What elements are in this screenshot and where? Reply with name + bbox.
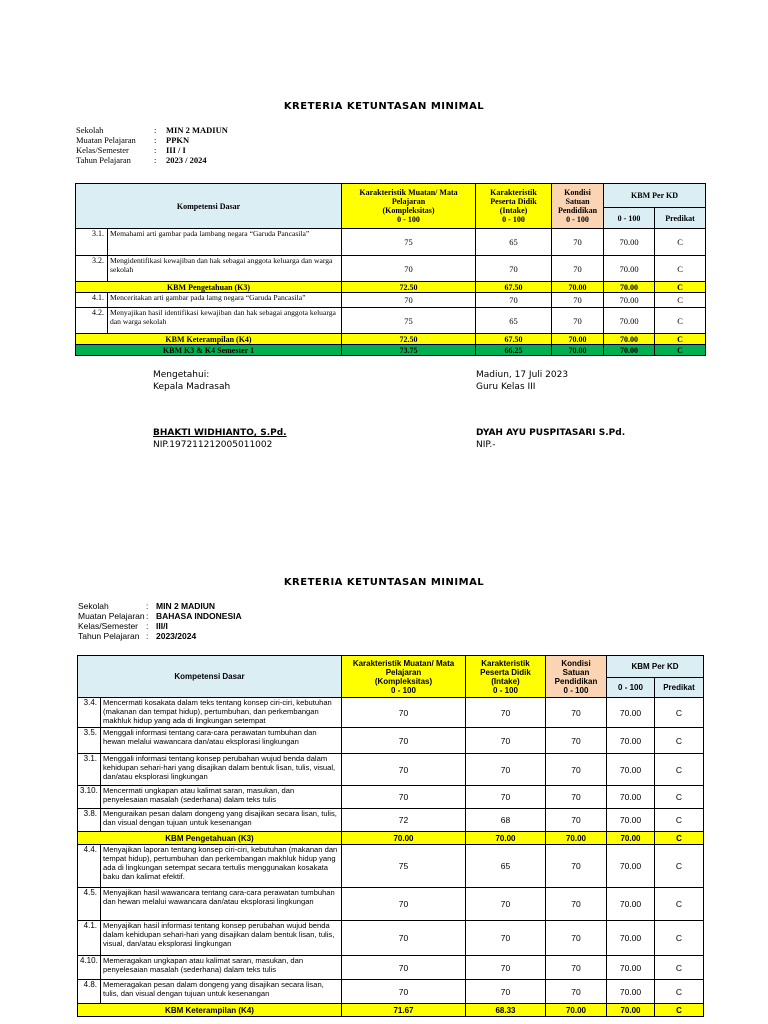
- value-kompleksitas: 75: [342, 308, 476, 334]
- summary-kbm: 70.00: [607, 1004, 655, 1017]
- header-kbm-per-kd: KBM Per KD: [604, 184, 706, 208]
- header-text: 0 - 100: [502, 215, 525, 224]
- value-kompleksitas: 75: [342, 845, 466, 888]
- value-kompleksitas: 70: [342, 698, 466, 728]
- doc2-info-block: [78, 601, 242, 641]
- value-kbm: 70.00: [607, 921, 655, 956]
- value-kondisi: 70: [546, 786, 607, 809]
- info-sep: :: [154, 135, 157, 145]
- header-text: Kondisi Satuan: [564, 188, 591, 206]
- value-predikat: C: [655, 754, 704, 786]
- value-kbm: 70.00: [604, 293, 655, 308]
- header-kondisi-satuan: [552, 184, 604, 229]
- value-kompleksitas: 70: [342, 921, 466, 956]
- sign-date: Madiun, 17 Juli 2023: [476, 370, 569, 380]
- value-kondisi: 70: [546, 728, 607, 754]
- value-kompleksitas: 70: [342, 956, 466, 980]
- kd-description: Memahami arti gambar pada lambang negara “Garuda Pancasila”: [108, 229, 342, 256]
- doc1-info-block: [76, 125, 228, 165]
- header-text: (Intake): [499, 206, 528, 215]
- info-sep: :: [146, 601, 149, 611]
- kd-number: 4.2.: [76, 308, 108, 334]
- summary-predikat: C: [655, 345, 706, 356]
- header-text: 0 - 100: [563, 685, 589, 695]
- sign-label: Mengetahui:: [153, 370, 210, 380]
- header-text: (Kompleksitas): [374, 676, 433, 686]
- info-value: 2023 / 2024: [166, 155, 207, 165]
- value-kondisi: 70: [552, 293, 604, 308]
- info-label: Muatan Pelajaran: [78, 611, 145, 621]
- value-kompleksitas: 70: [342, 980, 466, 1004]
- summary-label: KBM Pengetahuan (K3): [78, 832, 342, 845]
- summary-row-k4: [78, 1004, 704, 1017]
- summary-predikat: C: [655, 334, 706, 345]
- summary-kompleksitas: 70.00: [342, 832, 466, 845]
- summary-row-k4: [76, 334, 706, 345]
- header-kompetensi-dasar: Kompetensi Dasar: [78, 656, 342, 698]
- kd-description: Menggali informasi tentang konsep perubahan wujud benda dalam kehidupan sehari-hari yang disajikan dalam bentuk lisan, tulis, visual, dan/atau eksplorasi lingkungan: [101, 754, 342, 786]
- doc1-title: KRETERIA KETUNTASAN MINIMAL: [283, 101, 485, 112]
- value-kbm: 70.00: [607, 786, 655, 809]
- value-kondisi: 70: [546, 845, 607, 888]
- kd-number: 3.1.: [78, 754, 101, 786]
- table-row: [78, 980, 704, 1004]
- value-kbm: 70.00: [607, 754, 655, 786]
- kd-description: Menceritakan arti gambar pada lamg negara “Garuda Pancasila”: [108, 293, 342, 308]
- signature-left: [153, 369, 287, 451]
- kd-description: Memeragakan ungkapan atau kalimat saran, masukan, dan penyelesaian masalah (sederhana) dalam teks tulis: [101, 956, 342, 980]
- kd-number: 3.1.: [76, 229, 108, 256]
- signer-name: DYAH AYU PUSPITASARI S.Pd.: [476, 428, 626, 438]
- kd-number: 4.5.: [78, 888, 101, 921]
- value-intake: 65: [476, 229, 552, 256]
- header-text: Pendidikan: [554, 676, 598, 686]
- header-kbm-per-kd: KBM Per KD: [607, 656, 704, 678]
- header-range: 0 - 100: [607, 678, 655, 698]
- kd-number: 4.1.: [78, 921, 101, 956]
- value-kompleksitas: 70: [342, 786, 466, 809]
- info-label: Kelas/Semester: [78, 621, 138, 631]
- header-text: Karakteristik Peserta Didik: [490, 188, 537, 206]
- value-intake: 70: [466, 888, 546, 921]
- value-predikat: C: [655, 956, 704, 980]
- value-intake: 65: [476, 308, 552, 334]
- value-kompleksitas: 70: [342, 728, 466, 754]
- info-label: Sekolah: [78, 601, 109, 611]
- doc2-kkm-table: [77, 655, 704, 1017]
- value-predikat: C: [655, 921, 704, 956]
- value-intake: 70: [466, 921, 546, 956]
- kd-description: Mencermati kosakata dalam teks tentang konsep ciri-ciri, kebutuhan (makanan dan tempat hidup), pertumbuhan, dan perkembangan makhluk hidup yang ada di lingkungan setempat: [101, 698, 342, 728]
- table-row: [76, 256, 706, 282]
- header-karakteristik-mapel: [342, 656, 466, 698]
- signer-name: BHAKTI WIDHIANTO, S.Pd.: [153, 428, 287, 438]
- value-kondisi: 70: [552, 308, 604, 334]
- header-text: Karakteristik Muatan/ Mata Pelajaran: [352, 658, 455, 677]
- info-value: III/I: [156, 621, 168, 631]
- value-intake: 70: [466, 980, 546, 1004]
- summary-kondisi: 70.00: [552, 345, 604, 356]
- value-intake: 70: [466, 728, 546, 754]
- info-sep: :: [154, 155, 157, 165]
- value-predikat: C: [655, 308, 706, 334]
- info-sep: :: [146, 621, 149, 631]
- kd-number: 4.1.: [76, 293, 108, 308]
- summary-kondisi: 70.00: [552, 282, 604, 293]
- header-kompetensi-dasar: Kompetensi Dasar: [76, 184, 342, 229]
- doc1-kkm-table: [75, 183, 706, 356]
- value-kompleksitas: 72: [342, 809, 466, 832]
- header-text: Karakteristik Muatan/ Mata Pelajaran: [359, 188, 458, 206]
- summary-intake: 66.25: [476, 345, 552, 356]
- summary-kondisi: 70.00: [552, 334, 604, 345]
- header-text: 0 - 100: [493, 685, 518, 695]
- info-value: 2023/2024: [156, 631, 197, 641]
- doc2-title: KRETERIA KETUNTASAN MINIMAL: [283, 577, 485, 588]
- table-row: [78, 956, 704, 980]
- kd-number: 4.8.: [78, 980, 101, 1004]
- summary-intake: 70.00: [466, 832, 546, 845]
- header-text: Karakteristik Peserta Didik: [480, 658, 531, 677]
- header-range: 0 - 100: [604, 208, 655, 229]
- summary-predikat: C: [655, 832, 704, 845]
- value-kompleksitas: 70: [342, 754, 466, 786]
- summary-kbm: 70.00: [607, 832, 655, 845]
- value-kondisi: 70: [552, 229, 604, 256]
- value-predikat: C: [655, 229, 706, 256]
- summary-label: KBM Pengetahuan (K3): [76, 282, 342, 293]
- value-intake: 70: [466, 956, 546, 980]
- value-kompleksitas: 75: [342, 229, 476, 256]
- summary-kompleksitas: 72.50: [342, 334, 476, 345]
- value-kbm: 70.00: [604, 308, 655, 334]
- summary-kondisi: 70.00: [546, 832, 607, 845]
- header-text: Kondisi Satuan: [561, 658, 591, 677]
- value-intake: 70: [466, 754, 546, 786]
- value-intake: 70: [476, 256, 552, 282]
- kd-description: Menguraikan pesan dalam dongeng yang disajikan secara lisan, tulis, dan visual dengan tujuan untuk kesenangan: [101, 809, 342, 832]
- value-intake: 68: [466, 809, 546, 832]
- kd-description: Mengidentifikasi kewajiban dan hak sebagai anggota keluarga dan warga sekolah: [108, 256, 342, 282]
- info-value: MIN 2 MADIUN: [166, 125, 228, 135]
- sign-role: Kepala Madrasah: [153, 382, 231, 392]
- value-kondisi: 70: [546, 754, 607, 786]
- header-text: (Intake): [491, 676, 520, 686]
- summary-kbm: 70.00: [604, 334, 655, 345]
- table-row: [78, 698, 704, 728]
- value-kbm: 70.00: [607, 809, 655, 832]
- summary-kompleksitas: 72.50: [342, 282, 476, 293]
- summary-row-k3: [78, 832, 704, 845]
- summary-intake: 67.50: [476, 282, 552, 293]
- header-text: Pendidikan: [557, 206, 598, 215]
- value-predikat: C: [655, 845, 704, 888]
- value-predikat: C: [655, 980, 704, 1004]
- value-predikat: C: [655, 888, 704, 921]
- value-predikat: C: [655, 728, 704, 754]
- summary-label: KBM Keterampilan (K4): [76, 334, 342, 345]
- table-row: [78, 728, 704, 754]
- info-value: MIN 2 MADIUN: [156, 601, 216, 611]
- header-predikat: Predikat: [655, 208, 706, 229]
- table-row: [78, 754, 704, 786]
- kd-description: Menyajikan hasil wawancara tentang cara-cara perawatan tumbuhan dan hewan melalui wawancara dan/atau eksplorasi lingkungan: [101, 888, 342, 921]
- value-kondisi: 70: [546, 809, 607, 832]
- summary-kompleksitas: 71.67: [342, 1004, 466, 1017]
- kd-description: Menyajikan laporan tentang konsep ciri-ciri, kebutuhan (makanan dan tempat hidup), pertumbuhan dan perkembangan makhluk hidup yang ada di lingkungan setempat secara tertulis menggunakan kosakata baku dan kalimat efektif.: [101, 845, 342, 888]
- kd-number: 3.2.: [76, 256, 108, 282]
- kd-description: Memeragakan pesan dalam dongeng yang disajikan secara lisan, tulis, dan visual dengan tujuan untuk kesenangan: [101, 980, 342, 1004]
- value-kbm: 70.00: [607, 845, 655, 888]
- summary-predikat: C: [655, 282, 706, 293]
- info-value: III / I: [166, 145, 186, 155]
- table-row: [76, 308, 706, 334]
- table-row: [76, 229, 706, 256]
- table-row: [78, 786, 704, 809]
- table-row: [78, 921, 704, 956]
- kd-number: 3.4.: [78, 698, 101, 728]
- value-predikat: C: [655, 698, 704, 728]
- value-kbm: 70.00: [607, 698, 655, 728]
- summary-kondisi: 70.00: [546, 1004, 607, 1017]
- info-label: Muatan Pelajaran: [76, 135, 136, 145]
- value-intake: 70: [466, 786, 546, 809]
- summary-kbm: 70.00: [604, 282, 655, 293]
- header-karakteristik-peserta: [476, 184, 552, 229]
- kd-number: 4.10.: [78, 956, 101, 980]
- kd-number: 4.4.: [78, 845, 101, 888]
- value-kompleksitas: 70: [342, 256, 476, 282]
- value-predikat: C: [655, 786, 704, 809]
- header-text: 0 - 100: [566, 215, 589, 224]
- summary-kbm: 70.00: [604, 345, 655, 356]
- kd-description: Mencermati ungkapan atau kalimat saran, masukan, dan penyelesaian masalah (sederhana) dalam teks tulis: [101, 786, 342, 809]
- value-intake: 65: [466, 845, 546, 888]
- info-value: PPKN: [166, 135, 190, 145]
- sign-role: Guru Kelas III: [476, 382, 536, 392]
- info-value: BAHASA INDONESIA: [156, 611, 242, 621]
- value-predikat: C: [655, 809, 704, 832]
- header-text: 0 - 100: [397, 215, 420, 224]
- value-kondisi: 70: [546, 956, 607, 980]
- summary-row-semester: [76, 345, 706, 356]
- info-sep: :: [154, 145, 157, 155]
- kd-number: 3.10.: [78, 786, 101, 809]
- header-karakteristik-mapel: [342, 184, 476, 229]
- summary-row-k3: [76, 282, 706, 293]
- kd-description: Menggali informasi tentang cara-cara perawatan tumbuhan dan hewan melalui wawancara dan/atau eksplorasi lingkungan: [101, 728, 342, 754]
- value-kbm: 70.00: [604, 256, 655, 282]
- info-sep: :: [154, 125, 157, 135]
- info-label: Tahun Pelajaran: [78, 631, 140, 641]
- info-sep: :: [146, 631, 149, 641]
- kd-description: Menyajikan hasil informasi tentang konsep perubahan wujud benda dalam kehidupan sehari-hari yang disajikan dalam bentuk lisan, tulis, visual, dan/atau eksplorasi lingkungan: [101, 921, 342, 956]
- value-kompleksitas: 70: [342, 888, 466, 921]
- kd-number: 3.8.: [78, 809, 101, 832]
- value-kbm: 70.00: [607, 956, 655, 980]
- value-kbm: 70.00: [607, 980, 655, 1004]
- value-kompleksitas: 70: [342, 293, 476, 308]
- signature-right: [476, 369, 625, 451]
- header-predikat: Predikat: [655, 678, 704, 698]
- summary-kompleksitas: 73.75: [342, 345, 476, 356]
- summary-label: KBM Keterampilan (K4): [78, 1004, 342, 1017]
- value-intake: 70: [466, 698, 546, 728]
- value-kondisi: 70: [552, 256, 604, 282]
- value-intake: 70: [476, 293, 552, 308]
- value-kbm: 70.00: [604, 229, 655, 256]
- info-label: Sekolah: [76, 125, 104, 135]
- value-kondisi: 70: [546, 698, 607, 728]
- value-kbm: 70.00: [607, 728, 655, 754]
- summary-label: KBM K3 & K4 Semester 1: [76, 345, 342, 356]
- value-predikat: C: [655, 256, 706, 282]
- table-row: [78, 888, 704, 921]
- table-row: [78, 809, 704, 832]
- summary-intake: 68.33: [466, 1004, 546, 1017]
- kd-number: 3.5.: [78, 728, 101, 754]
- kd-description: Menyajikan hasil identifikasi kewajiban dan hak sebagai anggota keluarga dan warga sekolah: [108, 308, 342, 334]
- header-karakteristik-peserta: [466, 656, 546, 698]
- value-kondisi: 70: [546, 888, 607, 921]
- signer-nip: NIP.-: [476, 440, 496, 450]
- value-kbm: 70.00: [607, 888, 655, 921]
- info-label: Kelas/Semester: [76, 145, 129, 155]
- summary-intake: 67.50: [476, 334, 552, 345]
- value-kondisi: 70: [546, 921, 607, 956]
- header-text: (Kompleksitas): [382, 206, 435, 215]
- table-row: [76, 293, 706, 308]
- table-row: [78, 845, 704, 888]
- signer-nip: NIP.197211212005011002: [153, 440, 273, 450]
- header-kondisi-satuan: [546, 656, 607, 698]
- info-sep: :: [146, 611, 149, 621]
- header-text: 0 - 100: [391, 685, 416, 695]
- value-kondisi: 70: [546, 980, 607, 1004]
- value-predikat: C: [655, 293, 706, 308]
- summary-predikat: C: [655, 1004, 704, 1017]
- info-label: Tahun Pelajaran: [76, 155, 131, 165]
